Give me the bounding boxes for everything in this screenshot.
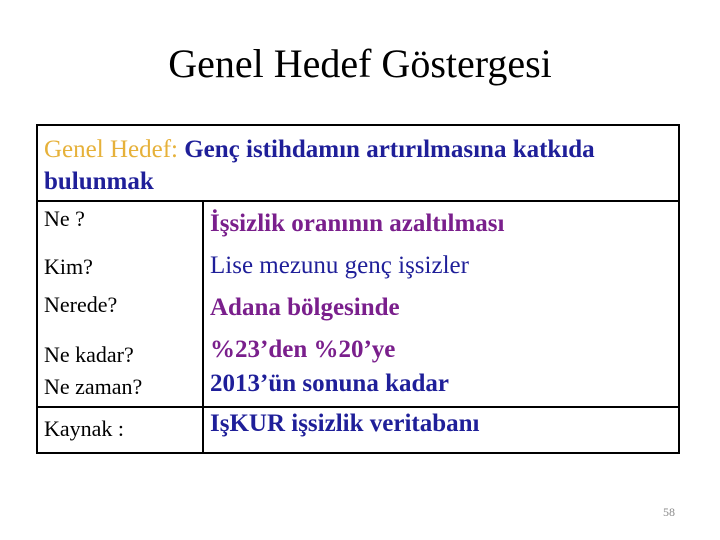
row-value-who: Lise mezunu genç işsizler [210,252,469,279]
row-label-what: Ne ? [44,206,85,231]
general-goal-text-1: Genç istihdamın artırılmasına katkıda [184,136,595,163]
general-goal-label: Genel Hedef: [44,136,178,163]
header-divider [38,200,678,202]
general-goal-line-2: bulunmak [44,168,154,195]
row-label-how-much: Ne kadar? [44,342,134,367]
slide-title: Genel Hedef Göstergesi [168,41,552,86]
source-divider [38,406,678,408]
row-value-how-much: %23’den %20’ye [210,336,396,363]
goal-indicator-table [36,124,680,454]
general-goal-line-1 [44,134,680,166]
row-value-where: Adana bölgesinde [210,294,400,321]
row-label-when: Ne zaman? [44,374,143,399]
row-label-who: Kim? [44,254,93,279]
row-label-where: Nerede? [44,292,118,317]
row-value-source: IşKUR işsizlik veritabanı [210,410,480,437]
row-label-source: Kaynak : [44,416,125,441]
row-value-when: 2013’ün sonuna kadar [210,370,449,397]
page-number: 58 [663,505,675,519]
row-value-what: İşsizlik oranının azaltılması [210,210,505,237]
column-divider [202,200,204,452]
